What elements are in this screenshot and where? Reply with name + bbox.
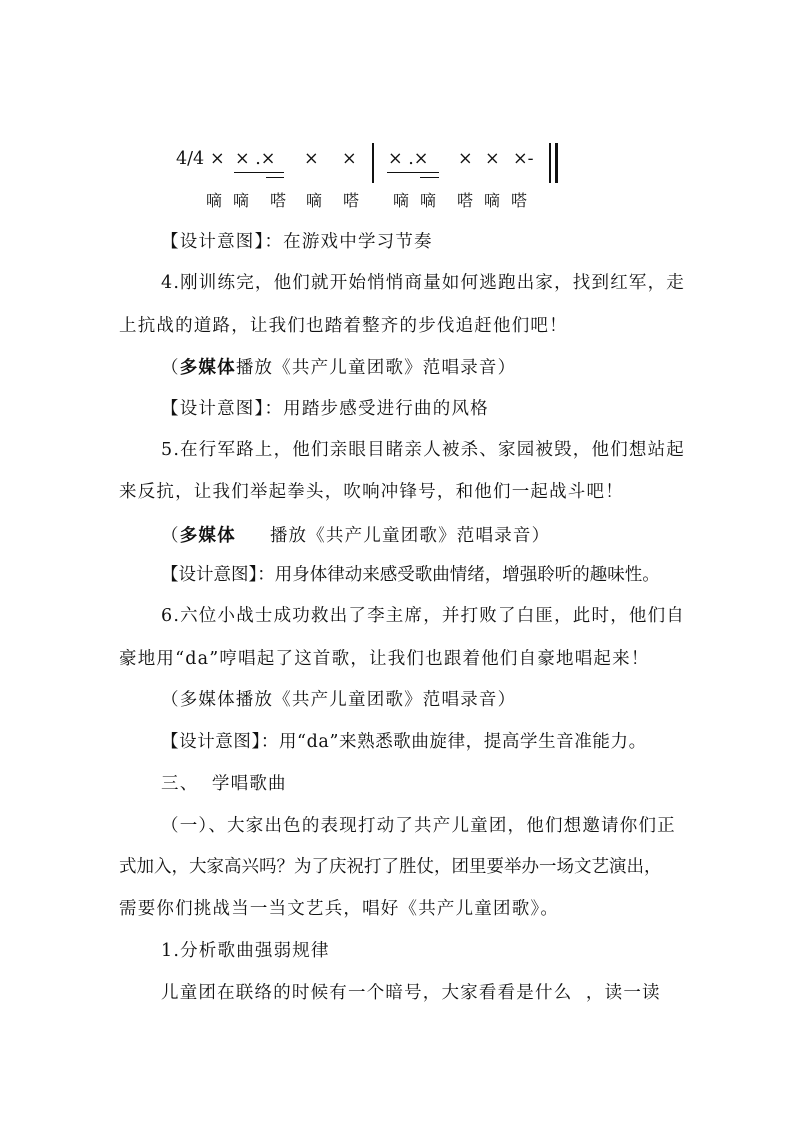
design-intent xyxy=(161,730,647,754)
paragraph-line: 6.六位小战士成功救出了李主席，并打败了白匪，此时，他们自 xyxy=(161,606,685,626)
rhythm-syllable: 嘀 xyxy=(233,191,250,210)
multimedia-note xyxy=(161,524,550,548)
paragraph-line: 儿童团在联络的时候有一个暗号，大家看看是什么 ，读一读 xyxy=(161,983,661,1003)
multimedia-note: （多媒体播放《共产儿童团歌》范唱录音） xyxy=(161,690,517,710)
multimedia-text: 播放《共产儿童团歌》范唱录音） xyxy=(235,358,517,378)
multimedia-text: 播放《共产儿童团歌》范唱录音） xyxy=(269,526,551,546)
rhythm-syllable: 嘀 xyxy=(306,191,323,210)
sixteenth-beam xyxy=(266,177,284,178)
multimedia-label: 多媒体 xyxy=(179,358,236,378)
design-intent-text: ：在游戏中学习节奏 xyxy=(264,232,433,252)
rhythm-syllable: 嗒 xyxy=(457,191,474,210)
rhythm-note: × xyxy=(304,149,319,169)
paren-open: （ xyxy=(161,358,180,378)
eighth-beam xyxy=(234,172,284,173)
multimedia-note xyxy=(161,356,516,380)
paragraph-line: 4.刚训练完，他们就开始悄悄商量如何逃跑出家，找到红军，走 xyxy=(161,273,685,293)
paragraph-line: （一）、大家出色的表现打动了共产儿童团，他们想邀请你们正 xyxy=(161,816,676,836)
rhythm-note: × xyxy=(458,149,473,169)
eighth-beam xyxy=(387,172,439,173)
design-intent xyxy=(161,397,489,421)
rhythm-syllable: 嗒 xyxy=(270,191,287,210)
design-intent-text: ：用踏步感受进行曲的风格 xyxy=(264,399,489,419)
paragraph-line: 豪地用“da”哼唱起了这首歌，让我们也跟着他们自豪地唱起来！ xyxy=(119,649,650,669)
rhythm-syllable: 嘀 xyxy=(484,191,501,210)
rhythm-syllable: 嘀 xyxy=(420,191,437,210)
section-heading: 三、 学唱歌曲 xyxy=(161,774,287,794)
rhythm-note: × xyxy=(342,149,357,169)
rhythm-note: ×- xyxy=(513,149,534,169)
rhythm-note: × .× xyxy=(235,149,276,169)
rhythm-note: × xyxy=(210,149,225,169)
multimedia-label: 多媒体 xyxy=(179,526,236,546)
design-intent xyxy=(161,230,433,254)
design-intent xyxy=(161,563,660,587)
final-barline-thick xyxy=(555,143,558,183)
barline xyxy=(372,143,374,183)
rhythm-note: × .× xyxy=(388,149,429,169)
rhythm-syllable: 嘀 xyxy=(393,191,410,210)
design-intent-text: ：用身体律动来感受歌曲情绪，增强聆听的趣味性。 xyxy=(257,565,660,585)
paragraph-line: 来反抗，让我们举起拳头，吹响冲锋号，和他们一起战斗吧！ xyxy=(119,482,624,502)
rhythm-note: × xyxy=(485,149,500,169)
sixteenth-beam xyxy=(420,177,439,178)
final-barline-thin xyxy=(549,143,551,183)
design-intent-label: 【设计意图】 xyxy=(161,732,261,752)
paragraph-line: 5.在行军路上，他们亲眼目睹亲人被杀、家园被毁，他们想站起 xyxy=(161,440,685,460)
paragraph-line: 需要你们挑战当一当文艺兵，唱好《共产儿童团歌》。 xyxy=(119,899,560,919)
rhythm-syllable: 嘀 xyxy=(206,191,223,210)
design-intent-label: 【设计意图】 xyxy=(161,565,258,585)
paren-open: （ xyxy=(161,526,180,546)
rhythm-syllable: 嗒 xyxy=(343,191,360,210)
design-intent-label: 【设计意图】 xyxy=(161,232,265,252)
time-signature: 4/4 xyxy=(176,149,205,169)
subsection-heading: 1.分析歌曲强弱规律 xyxy=(161,941,330,961)
design-intent-text: ：用“da”来熟悉歌曲旋律，提高学生音准能力。 xyxy=(260,732,647,752)
rhythm-syllable: 嗒 xyxy=(511,191,528,210)
paragraph-line: 上抗战的道路，让我们也踏着整齐的步伐追赶他们吧！ xyxy=(119,316,568,336)
paragraph-line: 式加入，大家高兴吗？为了庆祝打了胜仗，团里要举办一场文艺演出， xyxy=(119,857,662,877)
design-intent-label: 【设计意图】 xyxy=(161,399,265,419)
